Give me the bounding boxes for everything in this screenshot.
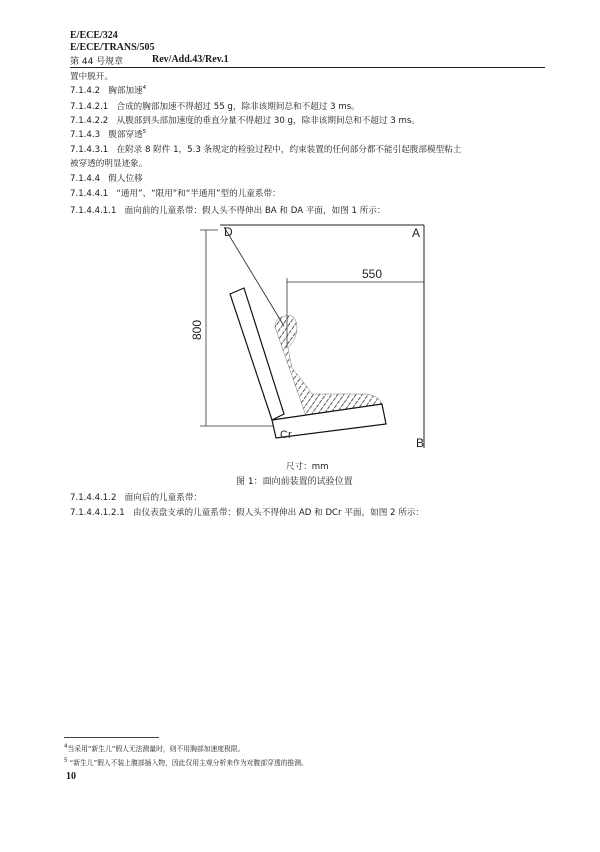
clause-number: 7.1.4.3.1 — [70, 145, 109, 155]
clause-number: 7.1.4.4 — [70, 174, 101, 184]
figure-caption: 图 1：面向前装置的试验位置 — [236, 477, 353, 487]
plane-dcr-line — [224, 227, 284, 326]
clause-7-1-4-4 — [70, 172, 143, 184]
clause-text: 腹部穿透 — [108, 130, 143, 140]
clause-text: 胸部加速 — [108, 86, 143, 96]
label-cr: Cr — [280, 429, 292, 441]
clause-number: 7.1.4.3 — [70, 130, 101, 140]
clause-number: 7.1.4.2.1 — [70, 102, 109, 112]
footnote-ref-5: 5 — [142, 129, 147, 136]
clause-text: 合成的胸部加速不得超过 55 g，除非该期间总和不超过 3 ms。 — [116, 102, 360, 112]
label-a: A — [412, 226, 421, 240]
clause-7-1-4-2-2 — [70, 114, 420, 126]
clause-number: 7.1.4.4.1 — [70, 189, 109, 199]
dummy-figure — [275, 316, 382, 416]
clause-text: 由仪表盘支承的儿童系带：假人头不得伸出 AD 和 DCr 平面，如图 2 所示： — [132, 508, 425, 518]
clause-text: 从腹部到头部加速度的垂直分量不得超过 30 g，除非该期间总和不超过 3 ms。 — [116, 116, 420, 126]
clause-7-1-4-4-1-2-1 — [70, 506, 424, 518]
clause-number: 7.1.4.4.1.1 — [70, 206, 117, 216]
clause-7-1-4-2 — [70, 84, 146, 96]
clause-text: 在附录 8 附件 1，5.3 条规定的检验过程中，约束装置的任何部分都不能引起腹部模型粘土 — [116, 145, 462, 155]
footnote-mark: 4 — [64, 743, 68, 750]
clause-7-1-4-3-1 — [70, 143, 461, 155]
page-number: 10 — [66, 771, 76, 782]
test-position-figure — [180, 218, 440, 458]
footnote-mark: 5 — [64, 757, 68, 764]
dimension-550-label: 550 — [362, 267, 383, 281]
footnote-text: “新生儿”假人不装上腹部插入物，因此仅用主观分析来作为对腹部穿透的推测。 — [69, 759, 308, 767]
revision-label: Rev/Add.43/Rev.1 — [152, 54, 229, 65]
footnote-text: 当采用“新生儿”假人无法测量时，则不用胸部加速度极限。 — [67, 745, 245, 753]
header-rule — [70, 67, 545, 68]
footnote-4 — [64, 743, 244, 753]
clause-text: “通用”、“限用”和“半通用”型的儿童系带： — [116, 189, 281, 199]
footnote-rule — [64, 737, 159, 738]
clause-number: 7.1.4.4.1.2 — [70, 493, 117, 503]
clause-7-1-4-3 — [70, 128, 146, 140]
label-b: B — [416, 436, 425, 450]
clause-7-1-4-4-1-1 — [70, 204, 386, 216]
clause-text: 面向前的儿童系带：假人头不得伸出 BA 和 DA 平面，如图 1 所示： — [124, 206, 386, 216]
seat-back — [230, 288, 284, 420]
para-continuation: 置中脱开。 — [70, 72, 113, 82]
label-d: D — [224, 225, 233, 239]
clause-7-1-4-4-1 — [70, 187, 281, 199]
footnote-ref-4: 4 — [142, 85, 147, 92]
clause-number: 7.1.4.2 — [70, 86, 101, 96]
dimension-800-label: 800 — [190, 319, 204, 340]
clause-number: 7.1.4.4.1.2.1 — [70, 508, 125, 518]
figure-units: 尺寸：mm — [286, 462, 329, 472]
clause-number: 7.1.4.2.2 — [70, 116, 109, 126]
clause-7-1-4-4-1-2 — [70, 491, 202, 503]
clause-text: 假人位移 — [108, 174, 143, 184]
footnote-5 — [64, 757, 308, 767]
regulation-number: 第 44 号规章 — [70, 57, 124, 67]
doc-symbol-2: E/ECE/TRANS/505 — [70, 42, 155, 53]
clause-text: 面向后的儿童系带： — [124, 493, 203, 503]
clause-7-1-4-3-1-cont: 被穿透的明显迹象。 — [70, 159, 148, 169]
clause-7-1-4-2-1 — [70, 100, 360, 112]
doc-symbol-1: E/ECE/324 — [70, 30, 118, 41]
